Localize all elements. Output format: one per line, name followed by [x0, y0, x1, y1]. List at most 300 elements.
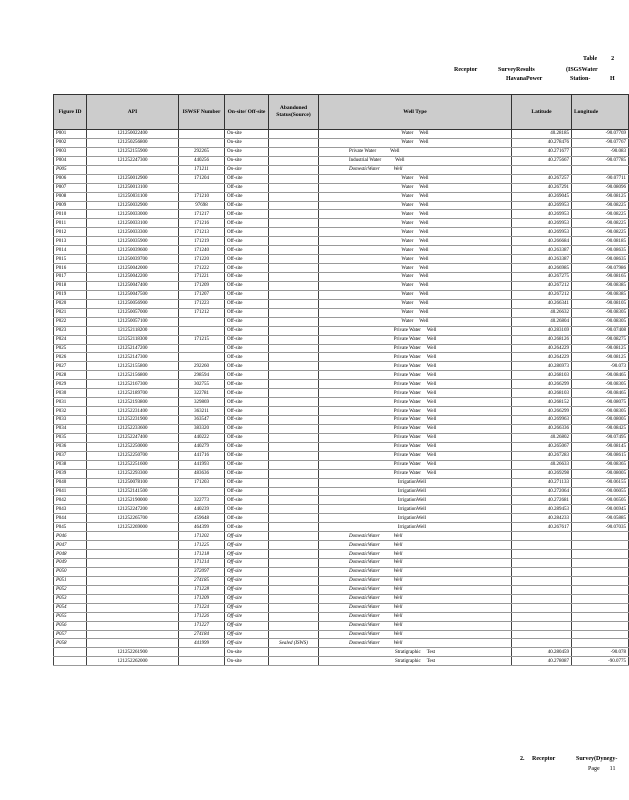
status-cell [269, 496, 319, 505]
on-off-site-cell: Off-site [225, 424, 269, 433]
well-type-cell [319, 424, 512, 433]
on-off-site-cell: Off-site [225, 380, 269, 389]
api-cell: 121252147300 [87, 353, 179, 362]
on-off-site-cell: Off-site [225, 433, 269, 442]
api-cell: 121252269000 [87, 523, 179, 532]
figure-id-cell: P057 [54, 630, 87, 639]
type-label: Well [426, 435, 437, 441]
status-cell [269, 201, 319, 210]
iswsf-cell: 171216 [179, 219, 225, 228]
well-label: DomesticWater [349, 587, 380, 593]
footer-survey: Survey(Dynegy- [576, 756, 618, 762]
iswsf-cell: 171204 [179, 174, 225, 183]
status-cell [269, 550, 319, 559]
table-row [54, 165, 629, 174]
type-label: Well [390, 149, 400, 155]
figure-id-cell: P041 [54, 487, 87, 496]
status-cell [269, 424, 319, 433]
api-cell: 121250012900 [87, 174, 179, 183]
on-off-site-cell: On-site [225, 165, 269, 174]
well-type-cell [319, 469, 512, 478]
on-off-site-cell: Off-site [225, 523, 269, 532]
table-row [54, 496, 629, 505]
longitude-cell: -90.08165 [572, 273, 629, 282]
well-type-cell [319, 478, 512, 487]
well-type-cell [319, 344, 512, 353]
well-label: Water [401, 247, 414, 253]
figure-id-cell: P015 [54, 255, 87, 264]
well-label: Water [401, 301, 414, 307]
longitude-cell [572, 612, 629, 621]
status-cell [269, 594, 319, 603]
figure-id-cell: P042 [54, 496, 87, 505]
figure-id-cell: P024 [54, 335, 87, 344]
latitude-cell: 40.266985 [512, 264, 572, 273]
well-type-group [321, 425, 509, 432]
well-type-group [321, 229, 509, 236]
well-type-group [321, 175, 509, 182]
table-row [54, 487, 629, 496]
on-off-site-cell: Off-site [225, 192, 269, 201]
latitude-cell [512, 541, 572, 550]
on-off-site-cell: Off-site [225, 326, 269, 335]
figure-id-cell: P012 [54, 228, 87, 237]
api-cell [87, 630, 179, 639]
api-cell: 121250032900 [87, 201, 179, 210]
table-row [54, 478, 629, 487]
longitude-cell: -90.08425 [572, 424, 629, 433]
status-cell [269, 273, 319, 282]
longitude-cell: -90.08305 [572, 407, 629, 416]
well-label: Water [401, 274, 414, 280]
on-off-site-cell: Off-site [225, 281, 269, 290]
status-cell [269, 621, 319, 630]
well-type-group [321, 193, 509, 200]
status-cell [269, 451, 319, 460]
latitude-cell: 40.26633 [512, 460, 572, 469]
status-cell [269, 299, 319, 308]
iswsf-cell: 440222 [179, 433, 225, 442]
on-off-site-cell: Off-site [225, 559, 269, 568]
well-type-group [321, 157, 509, 164]
table-row [54, 210, 629, 219]
longitude-cell: -90.08225 [572, 228, 629, 237]
type-label: Well [393, 596, 403, 602]
well-label: DomesticWater [349, 578, 380, 584]
on-off-site-cell: Off-site [225, 416, 269, 425]
well-type-group [321, 211, 509, 218]
type-label: Well [393, 560, 403, 566]
status-cell [269, 183, 319, 192]
figure-id-cell: P043 [54, 505, 87, 514]
figure-id-cell: P025 [54, 344, 87, 353]
status-cell [269, 317, 319, 326]
status-cell [269, 362, 319, 371]
well-label: Private Water [393, 462, 421, 468]
figure-id-cell: P019 [54, 290, 87, 299]
status-cell [269, 353, 319, 362]
well-type-cell [319, 138, 512, 147]
status-cell [269, 576, 319, 585]
figure-id-cell: P046 [54, 532, 87, 541]
figure-id-cell: P021 [54, 308, 87, 317]
well-label: IrrigationWell [397, 524, 427, 530]
on-off-site-cell: Off-site [225, 469, 269, 478]
latitude-cell: 40.268126 [512, 335, 572, 344]
api-cell: 121250035900 [87, 237, 179, 246]
table-label: Table 2 [583, 56, 615, 62]
latitude-cell: 40.264229 [512, 344, 572, 353]
iswsf-cell: 440256 [179, 156, 225, 165]
table-row [54, 228, 629, 237]
api-cell [87, 567, 179, 576]
well-type-group [321, 300, 509, 307]
well-label: Private Water [393, 417, 421, 423]
latitude-cell: 40.266299 [512, 380, 572, 389]
type-label: Well [426, 471, 437, 477]
latitude-cell: 40.283169 [512, 326, 572, 335]
iswsf-cell: 171228 [179, 585, 225, 594]
table-row [54, 460, 629, 469]
well-type-group [321, 130, 509, 137]
on-off-site-cell: Off-site [225, 317, 269, 326]
well-label: IrrigationWell [397, 497, 427, 503]
type-label: Well [395, 158, 405, 164]
iswsf-cell: 329869 [179, 398, 225, 407]
api-cell [87, 603, 179, 612]
api-cell: 121250047500 [87, 290, 179, 299]
latitude-cell: 40.269953 [512, 228, 572, 237]
well-type-group [321, 524, 509, 531]
latitude-cell [512, 621, 572, 630]
api-cell: 121250056900 [87, 299, 179, 308]
table-row [54, 138, 629, 147]
table-row [54, 335, 629, 344]
latitude-cell [512, 612, 572, 621]
well-type-cell [319, 648, 512, 657]
well-type-group [321, 291, 509, 298]
figure-id-cell: P050 [54, 567, 87, 576]
iswsf-cell: 302755 [179, 380, 225, 389]
well-type-cell [319, 201, 512, 210]
status-cell [269, 612, 319, 621]
well-type-group [321, 327, 509, 334]
well-label: Water [401, 265, 414, 271]
api-cell [87, 576, 179, 585]
well-label: Private Water [393, 426, 421, 432]
figure-id-cell: P013 [54, 237, 87, 246]
api-cell: 121252141500 [87, 487, 179, 496]
longitude-cell: -90.08125 [572, 344, 629, 353]
on-off-site-cell: Off-site [225, 541, 269, 550]
status-cell [269, 505, 319, 514]
api-cell: 121252262000 [87, 657, 179, 666]
iswsf-cell: 274184 [179, 630, 225, 639]
well-type-group [321, 166, 509, 173]
well-type-group [321, 220, 509, 227]
figure-id-cell: P040 [54, 478, 87, 487]
table-row [54, 541, 629, 550]
longitude-cell: -90.06155 [572, 478, 629, 487]
longitude-cell: -90.078 [572, 648, 629, 657]
longitude-cell [572, 165, 629, 174]
well-type-cell [319, 192, 512, 201]
type-label: Well [419, 185, 429, 191]
on-off-site-cell: Off-site [225, 389, 269, 398]
latitude-cell: 40.289453 [512, 505, 572, 514]
iswsf-cell [179, 353, 225, 362]
well-type-cell [319, 273, 512, 282]
iswsf-cell: 171214 [179, 559, 225, 568]
well-label: Water [401, 310, 414, 316]
iswsf-cell: 171212 [179, 308, 225, 317]
api-cell: 121252250700 [87, 451, 179, 460]
longitude-cell: -90.08225 [572, 210, 629, 219]
figure-id-cell: P006 [54, 174, 87, 183]
figure-id-cell: P009 [54, 201, 87, 210]
header-receptor: Receptor [454, 67, 478, 73]
figure-id-cell: P030 [54, 389, 87, 398]
well-type-group [321, 533, 509, 540]
iswsf-cell [179, 648, 225, 657]
latitude-cell [512, 603, 572, 612]
header-station: Station- [570, 76, 591, 82]
latitude-cell [512, 550, 572, 559]
figure-id-cell: P027 [54, 362, 87, 371]
iswsf-cell: 171218 [179, 550, 225, 559]
table-row [54, 192, 629, 201]
type-label: Well [419, 131, 429, 137]
type-label: Well [393, 533, 403, 539]
type-label: Well [393, 578, 403, 584]
api-cell: 121250057000 [87, 308, 179, 317]
api-cell [87, 585, 179, 594]
well-label: Private Water [393, 345, 421, 351]
status-cell [269, 514, 319, 523]
table-row [54, 380, 629, 389]
well-type-group [321, 479, 509, 486]
longitude-cell: -90.07785 [572, 156, 629, 165]
well-type-cell [319, 550, 512, 559]
well-label: Private Water [393, 337, 421, 343]
table-row [54, 612, 629, 621]
well-label: DomesticWater [349, 631, 380, 637]
latitude-cell [512, 594, 572, 603]
well-type-cell [319, 264, 512, 273]
latitude-cell [512, 630, 572, 639]
type-label: Well [419, 265, 429, 271]
well-survey-table [53, 94, 629, 666]
iswsf-cell: 171217 [179, 210, 225, 219]
api-cell [87, 165, 179, 174]
well-type-cell [319, 183, 512, 192]
on-off-site-cell: Off-site [225, 603, 269, 612]
api-cell: 121252251600 [87, 460, 179, 469]
status-cell [269, 380, 319, 389]
on-off-site-cell: Off-site [225, 371, 269, 380]
longitude-cell: -90.08005 [572, 469, 629, 478]
iswsf-cell: 464399 [179, 523, 225, 532]
api-cell: 121252118200 [87, 326, 179, 335]
status-cell [269, 192, 319, 201]
on-off-site-cell: Off-site [225, 183, 269, 192]
well-label: Private Water [393, 354, 421, 360]
type-label: Well [426, 372, 437, 378]
iswsf-cell: 298594 [179, 371, 225, 380]
type-label: Well [426, 381, 437, 387]
status-cell [269, 469, 319, 478]
well-type-group [321, 640, 509, 647]
table-row [54, 353, 629, 362]
figure-id-cell: P049 [54, 559, 87, 568]
table-header-row [54, 95, 629, 130]
well-type-group [321, 551, 509, 558]
longitude-cell: -90.08145 [572, 442, 629, 451]
figure-id-cell: P014 [54, 246, 87, 255]
on-off-site-cell: Off-site [225, 612, 269, 621]
table-row [54, 183, 629, 192]
status-cell: Sealed (ISWS) [269, 639, 319, 648]
status-cell [269, 228, 319, 237]
latitude-cell: 40.271677 [512, 147, 572, 156]
latitude-cell: 40.28185 [512, 130, 572, 139]
on-off-site-cell: Off-site [225, 219, 269, 228]
well-type-group [321, 318, 509, 325]
figure-id-cell: P011 [54, 219, 87, 228]
well-label: Private Water [393, 372, 421, 378]
latitude-cell: 40.271133 [512, 478, 572, 487]
well-type-group [321, 202, 509, 209]
figure-id-cell: P058 [54, 639, 87, 648]
well-type-cell [319, 541, 512, 550]
well-type-group [321, 595, 509, 602]
iswsf-cell: 171210 [179, 192, 225, 201]
iswsf-cell: 171240 [179, 246, 225, 255]
well-type-cell [319, 532, 512, 541]
on-off-site-cell: On-site [225, 130, 269, 139]
on-off-site-cell: Off-site [225, 273, 269, 282]
status-cell [269, 478, 319, 487]
on-off-site-cell: Off-site [225, 246, 269, 255]
table-row [54, 398, 629, 407]
api-cell: 121252147200 [87, 344, 179, 353]
well-type-cell [319, 174, 512, 183]
iswsf-cell: 274185 [179, 576, 225, 585]
longitude-cell: -90.06945 [572, 505, 629, 514]
iswsf-cell: 483636 [179, 469, 225, 478]
figure-id-cell [54, 657, 87, 666]
on-off-site-cell: Off-site [225, 201, 269, 210]
longitude-cell: -90.06055 [572, 487, 629, 496]
table-row [54, 317, 629, 326]
type-label: Well [419, 211, 429, 217]
on-off-site-cell: Off-site [225, 407, 269, 416]
well-type-cell [319, 630, 512, 639]
longitude-cell: -90.08385 [572, 281, 629, 290]
well-label: Private Water [393, 444, 421, 450]
api-cell: 121250039700 [87, 255, 179, 264]
type-label: Well [426, 363, 437, 369]
on-off-site-cell: On-site [225, 648, 269, 657]
on-off-site-cell: Off-site [225, 585, 269, 594]
well-label: Private Water [393, 435, 421, 441]
well-type-cell [319, 621, 512, 630]
well-label: Private Water [393, 399, 421, 405]
api-cell: 121250047400 [87, 281, 179, 290]
latitude-cell: 40.278087 [512, 657, 572, 666]
table-row [54, 308, 629, 317]
type-label: Well [393, 623, 403, 629]
well-type-group [321, 148, 509, 155]
iswsf-cell: 171221 [179, 273, 225, 282]
longitude-cell: -90.08365 [572, 460, 629, 469]
longitude-cell: -90.08075 [572, 398, 629, 407]
api-cell [87, 594, 179, 603]
well-label: Water [401, 292, 414, 298]
type-label: Well [419, 256, 429, 262]
on-off-site-cell: Off-site [225, 442, 269, 451]
well-label: Private Water [349, 149, 377, 155]
on-off-site-cell: Off-site [225, 362, 269, 371]
well-type-cell [319, 210, 512, 219]
figure-id-cell: P028 [54, 371, 87, 380]
figure-id-cell: P045 [54, 523, 87, 532]
status-cell [269, 460, 319, 469]
latitude-cell: 40.266684 [512, 237, 572, 246]
on-off-site-cell: Off-site [225, 514, 269, 523]
longitude-cell: -90.083 [572, 147, 629, 156]
type-label: Well [419, 140, 429, 146]
latitude-cell: 40.286973 [512, 362, 572, 371]
iswsf-cell: 171227 [179, 621, 225, 630]
on-off-site-cell: Off-site [225, 478, 269, 487]
latitude-cell: 40.267291 [512, 183, 572, 192]
on-off-site-cell: Off-site [225, 460, 269, 469]
well-type-group [321, 586, 509, 593]
well-type-cell [319, 442, 512, 451]
status-cell [269, 344, 319, 353]
well-type-group [321, 372, 509, 379]
iswsf-cell: 171222 [179, 264, 225, 273]
iswsf-cell: 171209 [179, 281, 225, 290]
well-label: Industrial Water [349, 158, 382, 164]
type-label: Well [419, 292, 429, 298]
well-label: Stratigraphic [394, 649, 421, 655]
status-cell [269, 156, 319, 165]
type-label: Well [393, 631, 403, 637]
well-type-group [321, 408, 509, 415]
iswsf-cell: 441993 [179, 460, 225, 469]
table-row [54, 273, 629, 282]
iswsf-cell [179, 138, 225, 147]
latitude-cell [512, 639, 572, 648]
longitude-cell [572, 541, 629, 550]
status-cell [269, 130, 319, 139]
type-label: Well [426, 417, 437, 423]
well-label: Water [401, 229, 414, 235]
latitude-cell: 40.269963 [512, 416, 572, 425]
latitude-cell: 40.267212 [512, 281, 572, 290]
well-label: Water [401, 211, 414, 217]
iswsf-cell: 440239 [179, 505, 225, 514]
type-label: Test [426, 658, 436, 664]
table-row [54, 594, 629, 603]
iswsf-cell: 171203 [179, 478, 225, 487]
status-cell [269, 389, 319, 398]
on-off-site-cell: Off-site [225, 255, 269, 264]
latitude-cell: 40.272064 [512, 487, 572, 496]
header-havana-power: HavanaPower [506, 76, 543, 82]
